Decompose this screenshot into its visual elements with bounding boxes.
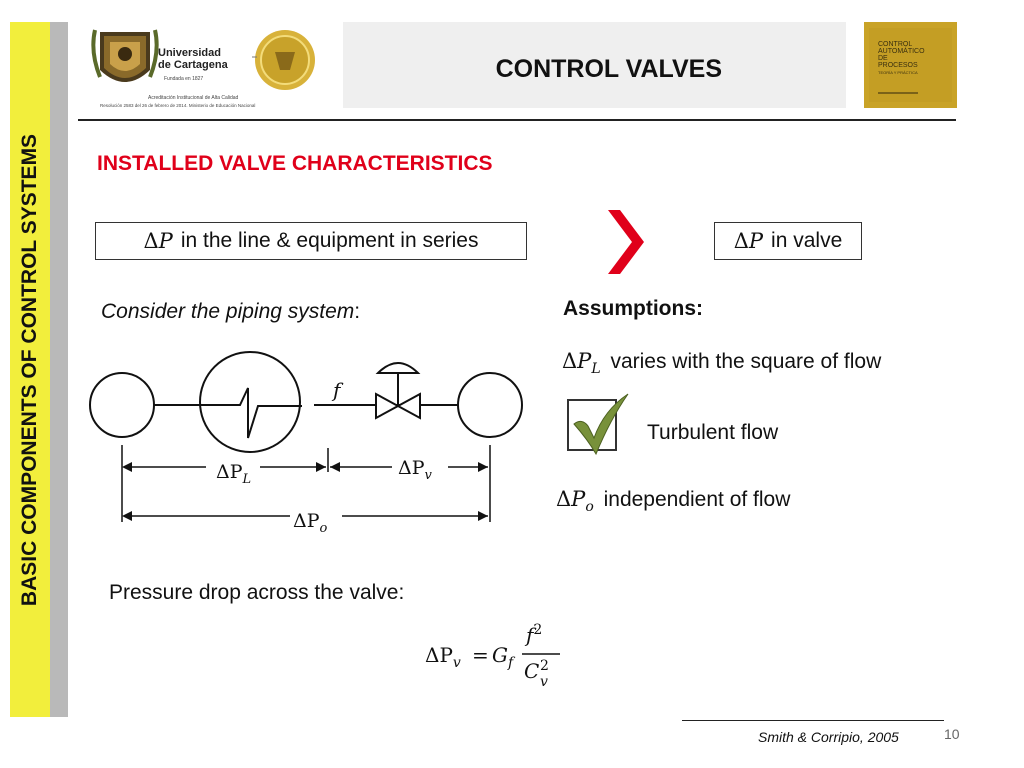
check-mark-icon — [564, 392, 634, 458]
svg-text:CONTROL: CONTROL — [878, 41, 913, 48]
chevron-right-icon — [604, 208, 648, 276]
numerator: f — [526, 623, 534, 647]
book-cover — [864, 22, 957, 108]
header-divider — [78, 119, 956, 121]
section-title: INSTALLED VALVE CHARACTERISTICS — [97, 152, 493, 175]
slide-title: CONTROL VALVES — [495, 55, 722, 83]
tank-left — [90, 373, 154, 437]
svg-text:Acreditación Institucional de: Acreditación Institucional de Alta Calidad — [148, 95, 239, 101]
piping-diagram — [80, 350, 540, 540]
assumption-item-2: Turbulent flow — [647, 421, 779, 444]
lhs-sub: v — [452, 655, 461, 671]
book-cover-icon — [864, 22, 957, 108]
assumptions-title: Assumptions: — [563, 297, 704, 320]
svg-text:Universidad: Universidad — [158, 47, 221, 59]
assumption-item-1 — [562, 349, 881, 377]
g-symbol: G — [492, 643, 508, 667]
p-symbol: P — [571, 487, 586, 511]
flow-label: f — [333, 378, 341, 402]
svg-text:de Cartagena: de Cartagena — [158, 59, 228, 71]
footer-divider — [682, 720, 944, 721]
assumption-text: varies with the square of flow — [610, 350, 882, 373]
denominator: C — [524, 659, 540, 683]
p-symbol: P — [748, 229, 764, 253]
tank-right — [458, 373, 522, 437]
assumption-item-3 — [556, 487, 790, 515]
equals-sign: = — [472, 643, 489, 667]
svg-text:Resolución 2583 del 26 de febr: Resolución 2583 del 26 de febrero de 2014. Ministerio de Educación Nacional — [100, 103, 256, 108]
sidebar-label: BASIC COMPONENTS OF CONTROL SYSTEMS — [18, 133, 41, 606]
svg-text:DE: DE — [878, 55, 888, 62]
university-logo — [90, 22, 330, 112]
numerator-sup: 2 — [533, 622, 543, 638]
svg-text:AUTOMÁTICO: AUTOMÁTICO — [878, 48, 925, 55]
intro-phrase: Consider the piping system — [101, 300, 355, 323]
dp-line-label: $\Delta P_L$ — [216, 461, 252, 487]
lhs: ΔP — [425, 643, 453, 667]
denominator-sup: 2 — [540, 658, 549, 674]
svg-text:Gf — [492, 643, 516, 671]
svg-text:ΔPv — [425, 643, 461, 671]
svg-text:PROCESOS: PROCESOS — [878, 62, 918, 69]
delta-symbol: Δ — [562, 349, 578, 373]
svg-text:TEORÍA Y PRÁCTICA: TEORÍA Y PRÁCTICA — [878, 70, 918, 75]
p-symbol: P — [158, 229, 173, 253]
control-valve-icon — [376, 363, 420, 418]
intro-text — [101, 300, 360, 324]
delta-symbol: Δ — [733, 229, 749, 253]
p-symbol: P — [577, 349, 592, 373]
valve-dp-box — [714, 222, 862, 260]
denominator-sub: v — [540, 674, 548, 690]
subscript: o — [585, 499, 594, 516]
intro-colon: : — [354, 300, 361, 323]
heat-exchanger — [200, 352, 300, 452]
line-dp-text: in the line & equipment in series — [180, 229, 479, 252]
line-dp-box — [95, 222, 527, 260]
pressure-drop-label: Pressure drop across the valve: — [109, 581, 405, 604]
sidebar-label-container — [10, 22, 50, 717]
dp-overall-label: $\Delta P_o$ — [293, 510, 328, 536]
dp-valve-label: $\Delta P_v$ — [398, 457, 432, 483]
page-number: 10 — [944, 726, 960, 742]
university-crest-icon — [90, 22, 330, 112]
delta-symbol: Δ — [143, 229, 159, 253]
slide-title-container — [343, 22, 846, 108]
g-sub: f — [507, 655, 514, 671]
svg-text:f2 — [524, 622, 542, 647]
assumption-text: independient of flow — [603, 488, 791, 511]
subscript: L — [591, 361, 601, 378]
svg-text:Fundada en 1827: Fundada en 1827 — [164, 76, 204, 82]
pressure-drop-equation — [420, 614, 570, 694]
valve-dp-text: in valve — [771, 229, 843, 252]
delta-symbol: Δ — [556, 487, 572, 511]
citation: Smith & Corripio, 2005 — [758, 729, 899, 745]
